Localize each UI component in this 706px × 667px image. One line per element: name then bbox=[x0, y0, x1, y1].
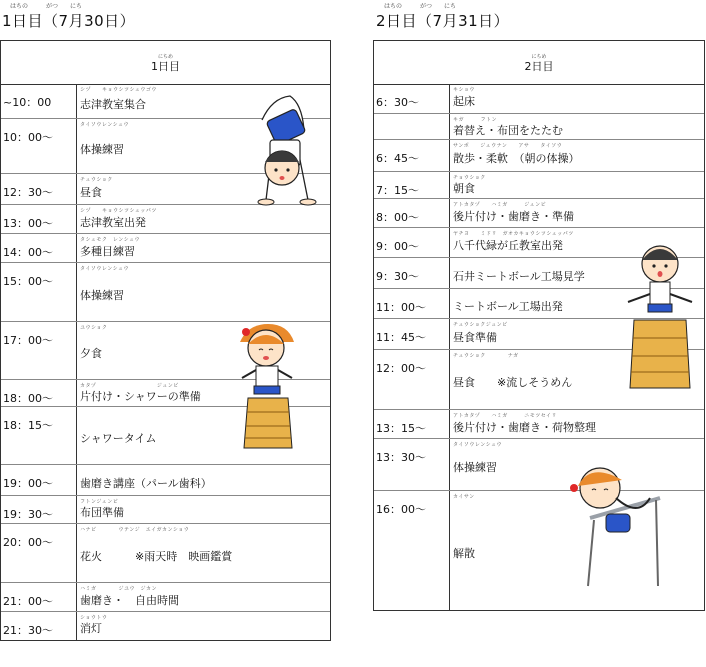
row-furigana: チュウショク bbox=[80, 177, 113, 183]
table-row bbox=[1, 583, 330, 612]
row-furigana: タイソウレンシュウ bbox=[80, 266, 130, 272]
day2-header-label: 2日目 bbox=[524, 59, 554, 73]
row-furigana: サンポ ジュウナン アサ タイソウ bbox=[453, 143, 563, 149]
row-time: 11：45～ bbox=[376, 331, 426, 344]
row-time: 16：00～ bbox=[376, 503, 426, 516]
row-time: 13：30～ bbox=[376, 451, 426, 464]
row-activity: 昼食準備 bbox=[453, 330, 497, 344]
row-time: 12：30～ bbox=[3, 186, 53, 199]
row-time: 19：00～ bbox=[3, 477, 53, 490]
row-time: 19：30～ bbox=[3, 508, 53, 521]
day2-table-header bbox=[374, 41, 704, 85]
row-furigana: チュウショク ナガ bbox=[453, 353, 519, 359]
row-time: 12：00～ bbox=[376, 362, 426, 375]
row-furigana: チョウショク bbox=[453, 175, 486, 181]
table-row bbox=[374, 114, 704, 140]
row-activity: 昼食 ※流しそうめん bbox=[453, 376, 573, 389]
row-furigana: シヅ キョウシツシュッパツ bbox=[80, 208, 157, 214]
row-time: 8：00～ bbox=[376, 211, 419, 224]
row-time: 21：00～ bbox=[3, 595, 53, 608]
row-activity: 解散 bbox=[453, 546, 475, 560]
row-time: 18：00～ bbox=[3, 392, 53, 405]
day2-title-ruby: はちの がつ にち bbox=[384, 3, 457, 10]
row-activity: 歯磨き講座（パール歯科） bbox=[80, 476, 212, 490]
row-activity: 消灯 bbox=[80, 622, 102, 635]
row-activity: 片付け・シャワーの準備 bbox=[80, 390, 201, 403]
row-activity: 布団準備 bbox=[80, 506, 124, 519]
row-time: 18：15～ bbox=[3, 419, 53, 432]
row-time: ~10：00 bbox=[3, 96, 52, 109]
row-activity: 八千代緑が丘教室出発 bbox=[453, 239, 563, 252]
row-furigana: ショウトウ bbox=[80, 615, 108, 621]
table-row bbox=[1, 465, 330, 496]
row-furigana: アトカタヅ ハミガ ニモツセイリ bbox=[453, 413, 558, 419]
day1-title bbox=[2, 3, 136, 31]
row-time: 9：30～ bbox=[376, 270, 419, 283]
row-time: 20：00～ bbox=[3, 536, 53, 549]
row-time: 17：00～ bbox=[3, 334, 53, 347]
row-time: 14：00～ bbox=[3, 246, 53, 259]
row-furigana: シヅ キョウシツシュウゴウ bbox=[80, 87, 157, 93]
table-row bbox=[374, 410, 704, 439]
day1-table-header bbox=[1, 41, 330, 85]
row-activity: ミートボール工場出発 bbox=[453, 300, 563, 313]
row-activity: 体操練習 bbox=[453, 461, 497, 474]
row-furigana: カタヅ ジュンビ bbox=[80, 383, 179, 389]
table-row bbox=[1, 263, 330, 322]
row-furigana: カイサン bbox=[453, 494, 475, 500]
row-activity: 着替え・布団をたたむ bbox=[453, 124, 563, 137]
boy-vaulting-box-illustration bbox=[620, 238, 700, 398]
table-row bbox=[1, 524, 330, 583]
row-furigana: ハミガ ジユウ ジカン bbox=[80, 586, 158, 592]
row-time: 13：15～ bbox=[376, 422, 426, 435]
row-time: 15：00～ bbox=[3, 275, 53, 288]
row-activity: 歯磨き・ 自由時間 bbox=[80, 593, 179, 607]
row-activity: 後片付け・歯磨き・荷物整理 bbox=[453, 420, 596, 434]
table-row bbox=[374, 140, 704, 172]
row-activity: 後片付け・歯磨き・準備 bbox=[453, 209, 574, 223]
row-activity: 石井ミートボール工場見学 bbox=[453, 269, 585, 283]
row-activity: 朝食 bbox=[453, 182, 475, 195]
row-furigana: ハナビ ウテンジ エイガカンショウ bbox=[80, 527, 190, 533]
girl-vaulting-box-illustration bbox=[228, 320, 310, 450]
row-furigana: タシュモク レンシュウ bbox=[80, 237, 141, 243]
row-activity: シャワータイム bbox=[80, 432, 157, 445]
row-time: 6：45～ bbox=[376, 152, 419, 165]
row-time: 13：00～ bbox=[3, 217, 53, 230]
row-activity: 多種目練習 bbox=[80, 244, 135, 258]
row-furigana: フトンジュンビ bbox=[80, 499, 119, 505]
row-time: 10：00～ bbox=[3, 131, 53, 144]
row-furigana: タイソウレンシュウ bbox=[453, 442, 503, 448]
table-row bbox=[1, 612, 330, 639]
day1-title-text: 1日目（7月30日） bbox=[2, 12, 136, 30]
day2-title-text: 2日目（7月31日） bbox=[376, 12, 510, 30]
row-activity: 散歩・柔軟 （朝の体操） bbox=[453, 152, 580, 165]
row-furigana: アトカタヅ ハミガ ジュンビ bbox=[453, 202, 547, 208]
girl-horizontal-bar-illustration bbox=[560, 458, 670, 588]
row-activity: 昼食 bbox=[80, 185, 102, 199]
table-row bbox=[1, 205, 330, 234]
row-furigana: ヤチヨ ミドリ ガオカキョウシツシュッパツ bbox=[453, 231, 574, 237]
table-row bbox=[1, 496, 330, 524]
row-time: 9：00～ bbox=[376, 240, 419, 253]
row-furigana: キガ フトン bbox=[453, 117, 498, 123]
row-furigana: キショウ bbox=[453, 87, 475, 93]
row-activity: 花火 ※雨天時 映画鑑賞 bbox=[80, 549, 233, 563]
row-activity: 志津教室集合 bbox=[80, 97, 146, 111]
row-activity: 夕食 bbox=[80, 347, 102, 360]
table-row bbox=[374, 172, 704, 199]
row-time: 21：30～ bbox=[3, 624, 53, 637]
day2-title bbox=[376, 3, 510, 31]
row-furigana: タイソウレンシュウ bbox=[80, 122, 130, 128]
row-furigana: チュウショクジュンビ bbox=[453, 322, 508, 328]
boy-handstand-illustration bbox=[242, 90, 322, 208]
row-activity: 体操練習 bbox=[80, 288, 124, 302]
row-time: 6：30～ bbox=[376, 96, 419, 109]
day2-header-ruby: にちめ bbox=[531, 54, 547, 60]
row-activity: 起床 bbox=[453, 95, 475, 108]
table-row bbox=[1, 234, 330, 263]
table-row bbox=[374, 199, 704, 228]
row-activity: 体操練習 bbox=[80, 142, 124, 156]
row-time: 11：00～ bbox=[376, 301, 426, 314]
day1-title-ruby: はちの がつ にち bbox=[10, 3, 83, 10]
row-furigana: ユウショク bbox=[80, 325, 108, 331]
row-activity: 志津教室出発 bbox=[80, 215, 146, 229]
day1-header-ruby: にちめ bbox=[157, 54, 173, 60]
table-row bbox=[374, 84, 704, 114]
day1-header-label: 1日目 bbox=[151, 59, 180, 73]
row-time: 7：15～ bbox=[376, 184, 419, 197]
